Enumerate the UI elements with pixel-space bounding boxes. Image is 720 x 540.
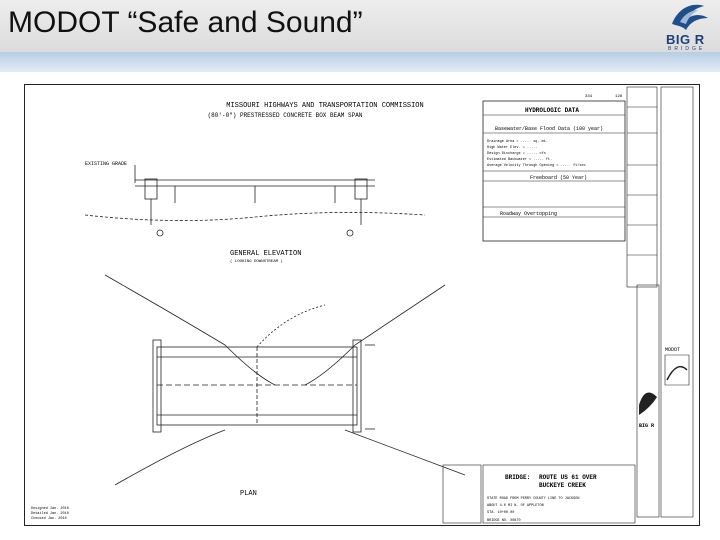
- plan-view: [105, 275, 465, 485]
- slide-title: MODOT “Safe and Sound”: [8, 6, 363, 39]
- hydro-row: High Water Elev. = .....: [487, 146, 538, 150]
- logo-sub: BRIDGE: [668, 46, 706, 52]
- general-elevation-view: [85, 165, 425, 236]
- revision-row: Detailed Jan. 2010: [31, 512, 69, 516]
- plan-label: PLAN: [240, 490, 257, 498]
- revision-row: Designed Jan. 2010: [31, 507, 69, 511]
- bridge-route: ROUTE US 61 OVER: [539, 474, 597, 481]
- bird-swoosh-icon: [658, 2, 712, 34]
- bridge-title: BRIDGE:: [505, 474, 531, 481]
- modot-logo: [665, 355, 689, 385]
- hydro-base-flood: Basewater/Base Flood Data (100 year): [495, 126, 604, 132]
- title-block-line: STA. 10+00.00: [487, 511, 515, 515]
- hydro-row: Estimated Backwater = ..... ft.: [487, 158, 553, 162]
- plan-drawing: [25, 85, 699, 525]
- modot-label: MODOT: [665, 347, 681, 353]
- title-block-line: STATE ROAD FROM PERRY COUNTY LINE TO JACKSON: [487, 497, 580, 501]
- header-accent-bar: [0, 52, 720, 72]
- revision-row: Checked Jan. 2010: [31, 517, 67, 521]
- hydrologic-data-table: [483, 101, 625, 241]
- hydro-freeboard: Freeboard (50 Year): [530, 175, 588, 181]
- bridge-number: BRIDGE NO. X0870: [487, 519, 521, 523]
- commission-title: MISSOURI HIGHWAYS AND TRANSPORTATION COMMISSION: [226, 102, 424, 110]
- big-r-bridge-logo: [658, 2, 712, 52]
- elevation-note: ( LOOKING DOWNSTREAM ): [230, 260, 283, 264]
- bridge-plan-sheet: [24, 84, 700, 526]
- sheet-number: 334: [585, 95, 593, 99]
- sheet-index-column: [627, 87, 693, 517]
- general-elevation-label: GENERAL ELEVATION: [230, 250, 302, 258]
- big-r-firm-logo: [639, 393, 657, 416]
- span-title: (80'-0") PRESTRESSED CONCRETE BOX BEAM SPAN: [207, 112, 363, 119]
- slide-header: [0, 0, 720, 52]
- firm-label: BIG R: [639, 423, 655, 429]
- hydro-title: HYDROLOGIC DATA: [525, 107, 580, 114]
- logo-brand: BIG R: [666, 32, 705, 47]
- hydro-row: Average Velocity Through Opening = ..... ft/sec: [487, 164, 586, 168]
- hydro-row: Drainage Area = ..... sq. mi.: [487, 140, 548, 144]
- hydro-overtopping: Roadway Overtopping: [500, 211, 558, 217]
- bridge-creek: BUCKEYE CREEK: [539, 482, 586, 489]
- sheet-total: 128: [615, 95, 623, 99]
- hydro-row: Design Discharge = ..... cfs: [487, 152, 546, 156]
- existing-grade-label: EXISTING GRADE: [85, 161, 128, 167]
- title-block-line: ABOUT 4.0 MI N. OF APPLETON: [487, 504, 544, 508]
